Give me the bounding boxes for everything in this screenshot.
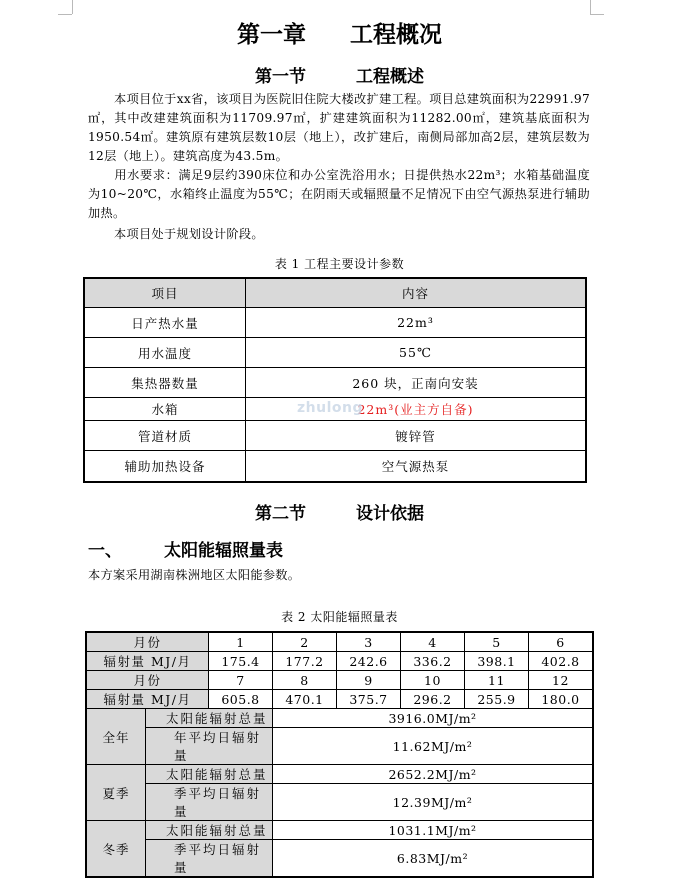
table-caption: 表 1 工程主要设计参数 <box>274 257 405 271</box>
month-cell: 7 <box>209 671 273 690</box>
paragraph <box>88 90 590 166</box>
value-cell: 11.62MJ/m² <box>273 728 594 765</box>
table-row <box>86 821 593 840</box>
table-cell: 22m³ <box>246 308 587 338</box>
month-cell: 9 <box>337 671 401 690</box>
table-cell: 管道材质 <box>84 421 246 451</box>
table-row <box>84 421 586 451</box>
table-row <box>84 338 586 368</box>
table-row <box>86 632 593 652</box>
table-row <box>84 451 586 483</box>
chapter-title: 工程概况 <box>350 21 442 48</box>
table-cell: 镀锌管 <box>246 421 587 451</box>
section-number: 第二节 <box>255 504 306 524</box>
month-cell: 6 <box>529 632 594 652</box>
month-cell: 8 <box>273 671 337 690</box>
row-label: 太阳能辐射总量 <box>146 765 273 784</box>
paragraph <box>88 566 590 585</box>
table-row <box>86 709 593 728</box>
subsection-heading <box>88 536 283 561</box>
header-cell: 内容 <box>246 278 587 308</box>
value-cell: 398.1 <box>465 652 529 671</box>
paragraph-text: 用水要求：满足9层约390床位和办公室洗浴用水；日提供热水22m³；水箱基础温度为10~20℃，水箱终止温度为55℃；在阴雨天或辐照量不足情况下由空气源热泵进行辅助加热。 <box>88 168 590 220</box>
value-cell: 2652.2MJ/m² <box>273 765 594 784</box>
value-cell: 402.8 <box>529 652 594 671</box>
month-cell: 12 <box>529 671 594 690</box>
table-row <box>84 308 586 338</box>
crop-mark <box>58 14 72 15</box>
row-label: 太阳能辐射总量 <box>146 821 273 840</box>
value-cell: 470.1 <box>273 690 337 709</box>
value-cell: 177.2 <box>273 652 337 671</box>
table-row <box>86 690 593 709</box>
value-cell: 180.0 <box>529 690 594 709</box>
value-cell: 1031.1MJ/m² <box>273 821 594 840</box>
month-label: 月份 <box>86 632 209 652</box>
month-cell: 11 <box>465 671 529 690</box>
month-label: 月份 <box>86 671 209 690</box>
table-cell: 辅助加热设备 <box>84 451 246 483</box>
value-cell: 3916.0MJ/m² <box>273 709 594 728</box>
month-cell: 10 <box>401 671 465 690</box>
table-row <box>86 728 593 765</box>
value-cell: 6.83MJ/m² <box>273 840 594 878</box>
solar-radiation-table <box>85 631 594 878</box>
subsection-number: 一、 <box>88 541 122 561</box>
design-parameters-table <box>83 277 587 483</box>
month-cell: 2 <box>273 632 337 652</box>
chapter-number: 第一章 <box>237 21 306 48</box>
table-cell: 55℃ <box>246 338 587 368</box>
section-number: 第一节 <box>255 67 306 87</box>
month-cell: 5 <box>465 632 529 652</box>
table-row <box>84 368 586 398</box>
table-cell: 用水温度 <box>84 338 246 368</box>
value-cell: 375.7 <box>337 690 401 709</box>
section-heading-2 <box>0 499 679 524</box>
crop-mark <box>72 0 73 14</box>
watermark: zhulong <box>297 400 363 416</box>
table-caption: 表 2 太阳能辐照量表 <box>281 610 398 624</box>
section-title: 工程概述 <box>356 67 424 87</box>
paragraph-text: 本方案采用湖南株洲地区太阳能参数。 <box>88 568 301 582</box>
value-cell: 605.8 <box>209 690 273 709</box>
paragraph <box>88 225 590 244</box>
radiation-label: 辐射量 MJ/月 <box>86 690 209 709</box>
table-row <box>86 652 593 671</box>
subsection-title: 太阳能辐照量表 <box>164 541 283 561</box>
table-cell: 260 块，正南向安装 <box>246 368 587 398</box>
value-cell: 296.2 <box>401 690 465 709</box>
group-label: 夏季 <box>86 765 146 821</box>
header-cell: 项目 <box>84 278 246 308</box>
section-title: 设计依据 <box>356 504 424 524</box>
table-cell: 水箱 <box>84 398 246 421</box>
month-cell: 3 <box>337 632 401 652</box>
table-cell: 日产热水量 <box>84 308 246 338</box>
value-cell: 336.2 <box>401 652 465 671</box>
table-cell: 集热器数量 <box>84 368 246 398</box>
section-heading-1 <box>0 62 679 87</box>
group-label: 全年 <box>86 709 146 765</box>
row-label: 季平均日辐射量 <box>146 840 273 878</box>
crop-mark <box>590 0 591 14</box>
row-label: 季平均日辐射量 <box>146 784 273 821</box>
table-cell-highlight: 22m³(业主方自备) <box>246 398 587 421</box>
table-row <box>86 671 593 690</box>
month-cell: 4 <box>401 632 465 652</box>
chapter-heading <box>0 16 679 49</box>
value-cell: 175.4 <box>209 652 273 671</box>
row-label: 太阳能辐射总量 <box>146 709 273 728</box>
radiation-label: 辐射量 MJ/月 <box>86 652 209 671</box>
value-cell: 242.6 <box>337 652 401 671</box>
table-row <box>86 765 593 784</box>
value-cell: 255.9 <box>465 690 529 709</box>
table-header-row <box>84 278 586 308</box>
paragraph-text: 本项目处于规划设计阶段。 <box>114 227 264 241</box>
value-cell: 12.39MJ/m² <box>273 784 594 821</box>
month-cell: 1 <box>209 632 273 652</box>
row-label: 年平均日辐射量 <box>146 728 273 765</box>
paragraph <box>88 166 590 223</box>
group-label: 冬季 <box>86 821 146 878</box>
table-row <box>86 784 593 821</box>
table-cell: 空气源热泵 <box>246 451 587 483</box>
crop-mark <box>590 14 604 15</box>
paragraph-text: 本项目位于xx省，该项目为医院旧住院大楼改扩建工程。项目总建筑面积为22991.97㎡，其中改建建筑面积为11709.97㎡，扩建建筑面积为11282.00㎡，建筑基底面积为1950.54㎡。建筑原有建筑层数10层（地上），改扩建后，南侧局部加高2层，建筑层数为12层（地上）。建筑高度为43.5m。 <box>88 92 590 163</box>
table-row <box>86 840 593 878</box>
